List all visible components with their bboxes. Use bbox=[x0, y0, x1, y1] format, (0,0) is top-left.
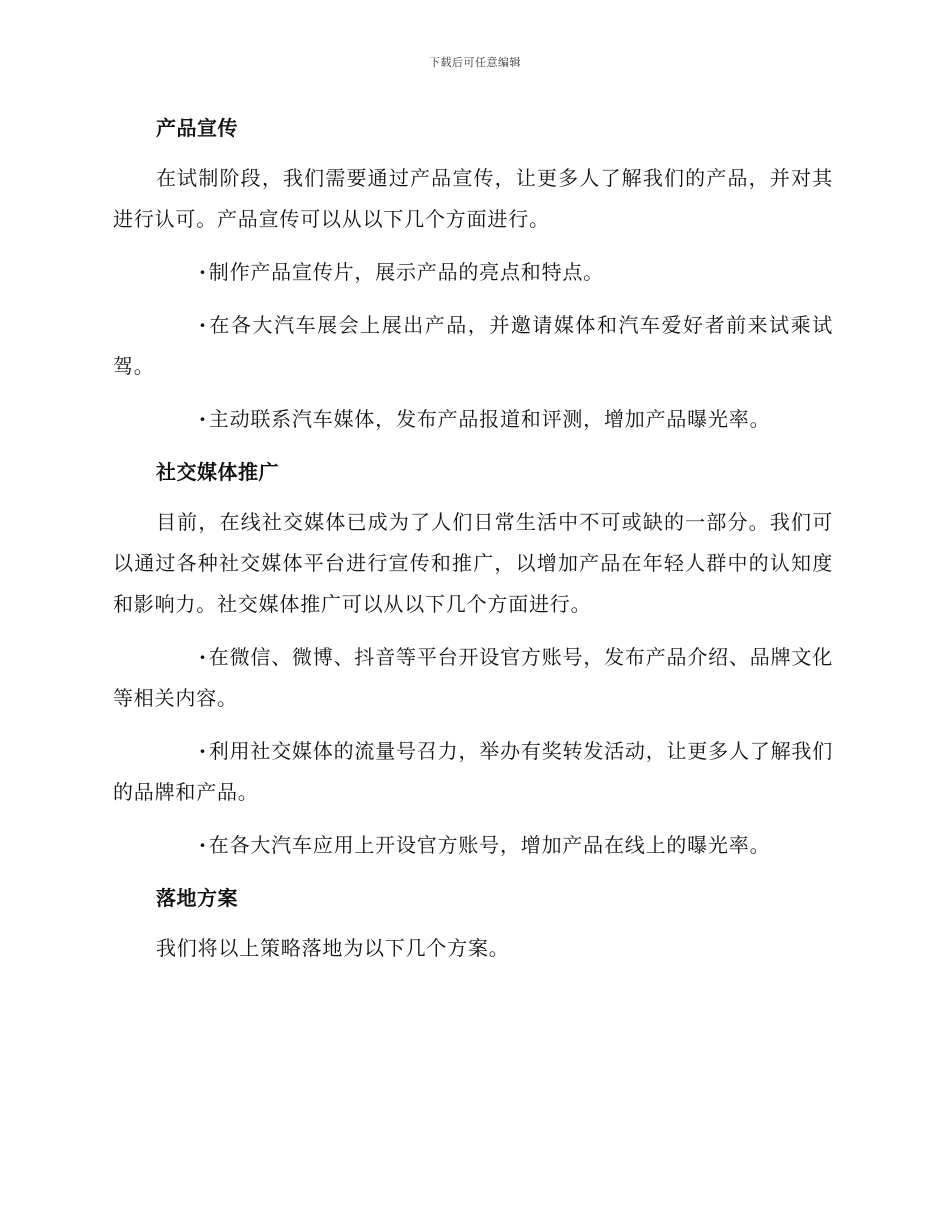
bullet-text: 主动联系汽车媒体，发布产品报道和评测，增加产品曝光率。 bbox=[208, 407, 771, 431]
bullet-item bbox=[113, 637, 833, 719]
bullet-dot: · bbox=[199, 645, 207, 669]
document-body bbox=[113, 108, 833, 981]
bullet-dot: · bbox=[199, 739, 207, 763]
section-intro-paragraph: 目前，在线社交媒体已成为了人们日常生活中不可或缺的一部分。我们可以通过各种社交媒体平台进行宣传和推广，以增加产品在年轻人群中的认知度和影响力。社交媒体推广可以从以下几个方面进行。 bbox=[113, 510, 833, 616]
section-heading-product-promotion: 产品宣传 bbox=[156, 116, 238, 140]
header-note: 下载后可任意编辑 bbox=[429, 56, 521, 69]
section-heading-social-media: 社交媒体推广 bbox=[156, 460, 279, 484]
bullet-text: 在各大汽车展会上展出产品，并邀请媒体和汽车爱好者前来试乘试驾。 bbox=[113, 313, 833, 378]
bullet-text: 在微信、微博、抖音等平台开设官方账号，发布产品介绍、品牌文化等相关内容。 bbox=[113, 645, 833, 710]
section-intro-paragraph: 在试制阶段，我们需要通过产品宣传，让更多人了解我们的产品，并对其进行认可。产品宣传可以从以下几个方面进行。 bbox=[113, 166, 833, 231]
bullet-dot: · bbox=[199, 407, 207, 431]
bullet-dot: · bbox=[199, 260, 207, 284]
bullet-text: 在各大汽车应用上开设官方账号，增加产品在线上的曝光率。 bbox=[208, 833, 771, 857]
bullet-item bbox=[113, 399, 833, 440]
bullet-item bbox=[113, 825, 833, 866]
bullet-text: 制作产品宣传片，展示产品的亮点和特点。 bbox=[208, 260, 604, 284]
bullet-text: 利用社交媒体的流量号召力，举办有奖转发活动，让更多人了解我们的品牌和产品。 bbox=[113, 739, 833, 804]
bullet-dot: · bbox=[199, 313, 207, 337]
bullet-dot: · bbox=[199, 833, 207, 857]
bullet-item bbox=[113, 731, 833, 813]
section-intro-paragraph: 我们将以上策略落地为以下几个方案。 bbox=[156, 936, 510, 960]
bullet-item bbox=[113, 305, 833, 387]
section-heading-implementation: 落地方案 bbox=[156, 886, 238, 910]
bullet-item bbox=[113, 252, 833, 293]
